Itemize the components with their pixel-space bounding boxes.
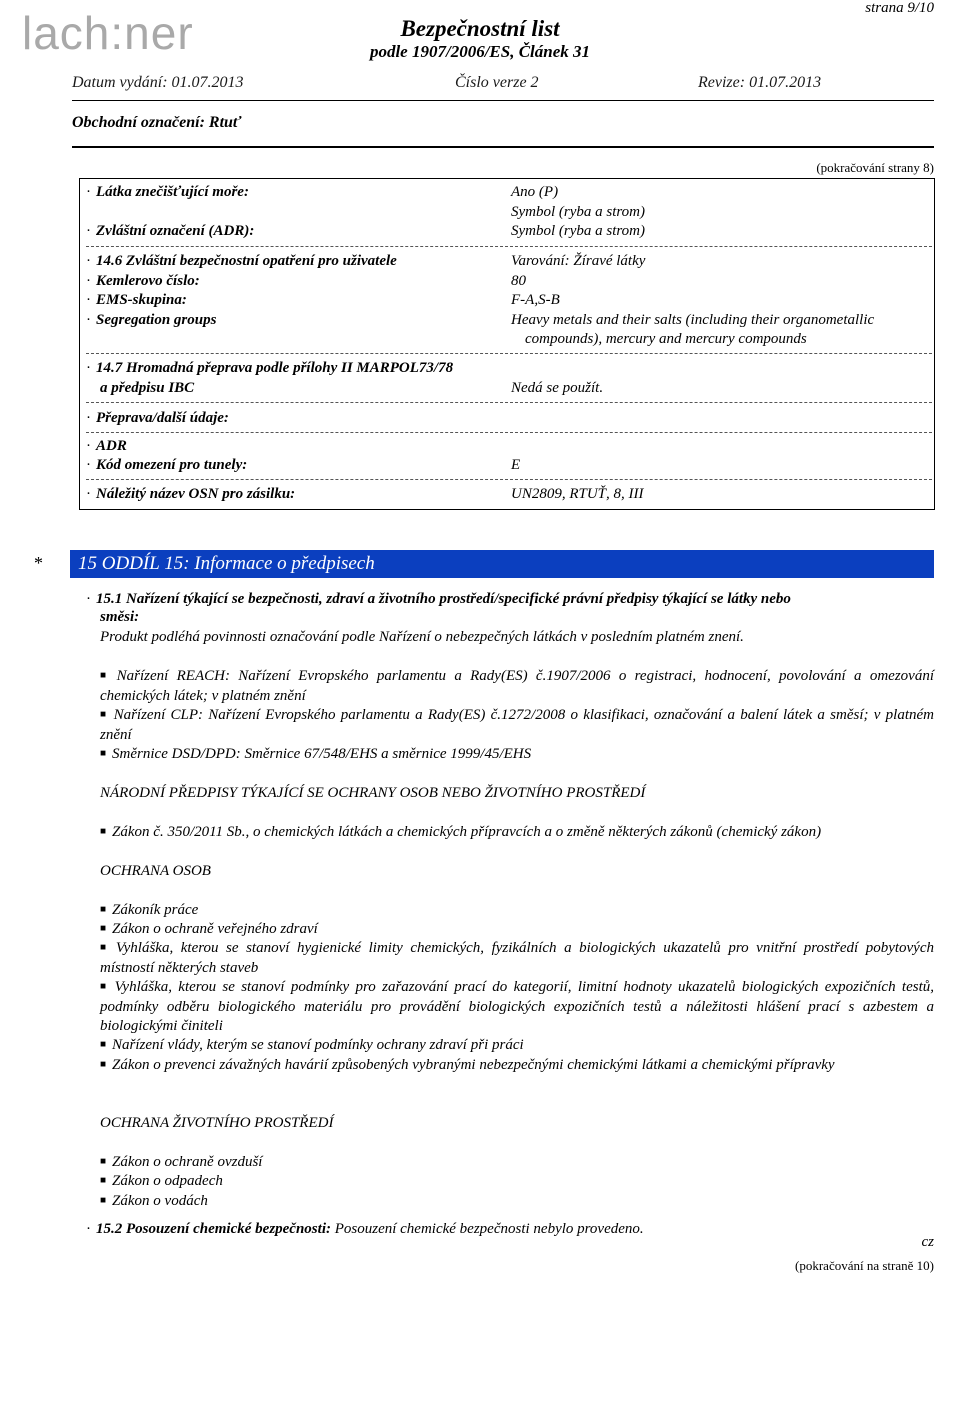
bulk-transport-label: · 14.7 Hromadná přeprava podle přílohy II MARPOL73/78 (86, 360, 454, 376)
national-heading: NÁRODNÍ PŘEDPISY TÝKAJÍCÍ SE OCHRANY OSOB NEBO ŽIVOTNÍHO PROSTŘEDÍ (100, 785, 646, 801)
change-marker: * (34, 553, 43, 573)
eu-regulation-item: ■ Nařízení CLP: Nařízení Evropského parlamentu a Rady(ES) č.1272/2008 o klasifikaci, označování a balení látek a směsí; v platném znění (100, 706, 934, 745)
version-number: Číslo verze 2 (455, 74, 539, 91)
persons-item: ■ Zákoník práce (100, 901, 934, 921)
box-separator (86, 479, 932, 480)
env-heading: OCHRANA ŽIVOTNÍHO PROSTŘEDÍ (100, 1115, 334, 1131)
eu-regulation-item: ■ Nařízení REACH: Nařízení Evropského parlamentu a Rady(ES) č.1907/2006 o registraci, hodnocení, povolování a omezování chemických látek; v platném znění (100, 667, 934, 706)
language-code: cz (921, 1234, 934, 1250)
env-item: ■ Zákon o ochraně ovzduší (100, 1153, 934, 1173)
transport-other-label: · Přeprava/další údaje: (86, 410, 229, 426)
persons-item: ■ Vyhláška, kterou se stanoví podmínky pro zařazování prací do kategorií, limitní hodnoty ukazatelů biologických expozičních testů, podmínky odběru biologického materiálu pro provádění biologických expozičních testů a náležitosti hlášení prací s azbestem a biologickými činiteli (100, 978, 934, 1036)
document-title: Bezpečnostní list (400, 16, 560, 41)
box-separator (86, 353, 932, 354)
persons-item: ■ Zákon o ochraně veřejného zdraví (100, 920, 934, 940)
persons-item: ■ Zákon o prevenci závažných havárií způsobených vybranými nebezpečnými chemickými látkami a chemickými přípravky (100, 1056, 934, 1076)
bulk-transport-value: Nedá se použít. (511, 380, 604, 396)
national-item: ■ Zákon č. 350/2011 Sb., o chemických látkách a chemických přípravcích a o změně některých zákonů (chemický zákon) (100, 823, 934, 843)
un-name-value: UN2809, RTUŤ, 8, III (511, 486, 644, 502)
s152-row: · 15.2 Posouzení chemické bezpečnosti: Posouzení chemické bezpečnosti nebylo provedeno. (86, 1221, 644, 1237)
ems-label: · EMS-skupina: (86, 292, 187, 308)
s151-heading: · 15.1 Nařízení týkající se bezpečnosti, zdraví a životního prostředí/specifické právní předpisy týkající se látky nebo (86, 591, 791, 607)
trade-divider (72, 146, 934, 148)
persons-item: ■ Nařízení vlády, kterým se stanoví podmínky ochrany zdraví při práci (100, 1036, 934, 1056)
box-separator (86, 432, 932, 433)
persons-item: ■ Vyhláška, kterou se stanoví hygienické limity chemických, fyzikálních a biologických ukazatelů pro vnitřní prostředí pobytových místností některých staveb (100, 939, 934, 978)
box-separator (86, 246, 932, 247)
special-precautions-value: Varování: Žíravé látky (511, 253, 646, 269)
header-divider (72, 100, 934, 101)
tunnel-code-value: E (511, 457, 521, 473)
un-name-label: · Náležitý název OSN pro zásilku: (86, 486, 296, 502)
env-item: ■ Zákon o vodách (100, 1192, 934, 1212)
segregation-label: · Segregation groups (86, 312, 217, 328)
eu-regulation-item: ■ Směrnice DSD/DPD: Směrnice 67/548/EHS a směrnice 1999/45/EHS (100, 745, 934, 765)
adr-marking-value: Symbol (ryba a strom) (511, 223, 646, 239)
persons-heading: OCHRANA OSOB (100, 863, 211, 879)
section-15-heading: 15 ODDÍL 15: Informace o předpisech (70, 550, 934, 578)
marine-pollutant-label: · Látka znečišťující moře: (86, 184, 249, 200)
kemler-label: · Kemlerovo číslo: (86, 273, 200, 289)
special-precautions-label: · 14.6 Zvláštní bezpečnostní opatření pro uživatele (86, 253, 397, 269)
revision-date: Revize: 01.07.2013 (698, 74, 822, 91)
trade-name: Obchodní označení: Rtuť (72, 114, 242, 131)
s151-heading-cont: směsi: (100, 609, 140, 625)
issue-date: Datum vydání: 01.07.2013 (72, 74, 244, 91)
continued-to: (pokračování na straně 10) (795, 1258, 934, 1273)
adr-label: · ADR (86, 438, 127, 454)
kemler-value: 80 (511, 273, 526, 289)
s151-intro: Produkt podléhá povinnosti označování podle Nařízení o nebezpečných látkách v posledním platném znení. (100, 629, 744, 645)
continued-from: (pokračování strany 8) (816, 160, 934, 175)
company-logo: lach:ner (22, 7, 194, 59)
box-separator (86, 402, 932, 403)
document-subtitle: podle 1907/2006/ES, Článek 31 (369, 42, 591, 61)
bulk-transport-label-cont: a předpisu IBC (100, 380, 195, 396)
tunnel-code-label: · Kód omezení pro tunely: (86, 457, 248, 473)
env-item: ■ Zákon o odpadech (100, 1172, 934, 1192)
marine-pollutant-value: Ano (P) (511, 184, 559, 200)
adr-marking-label: · Zvláštní označení (ADR): (86, 223, 255, 239)
segregation-value-cont: compounds), mercury and mercury compounds (525, 331, 807, 347)
segregation-value: Heavy metals and their salts (including their organometallic (511, 312, 875, 328)
marine-symbol-value: Symbol (ryba a strom) (511, 204, 646, 220)
page-number: strana 9/10 (865, 0, 934, 16)
ems-value: F-A,S-B (511, 292, 560, 308)
